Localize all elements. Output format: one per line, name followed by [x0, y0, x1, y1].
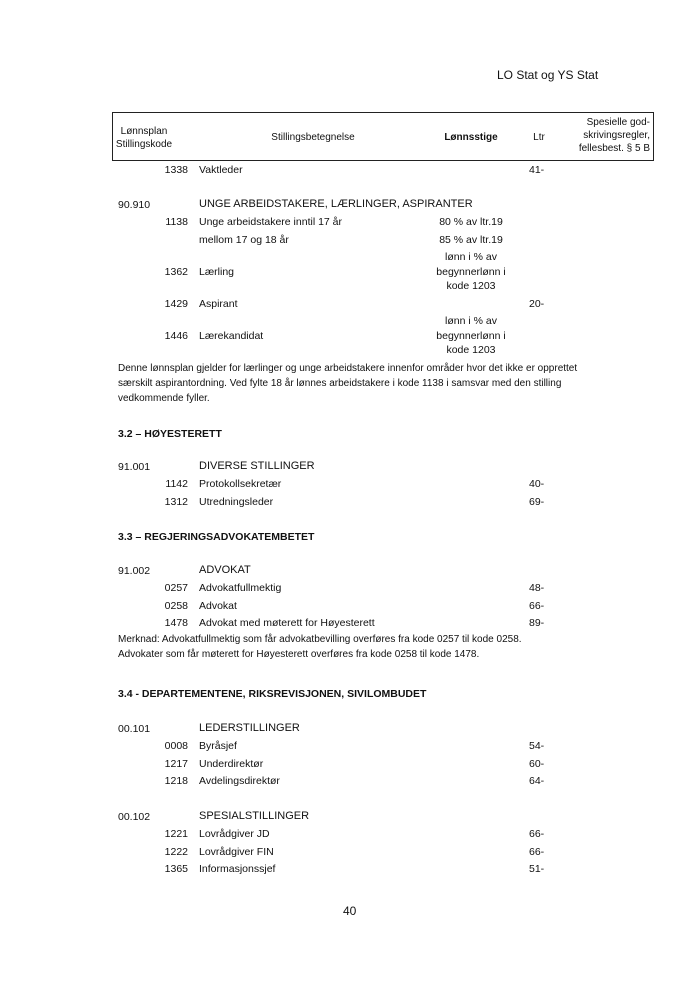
row-title: Vaktleder: [199, 164, 243, 176]
row-title: mellom 17 og 18 år: [199, 234, 289, 246]
row-ltr: 64-: [529, 775, 545, 787]
row-ltr: 20-: [529, 298, 545, 310]
row-code: 0257: [164, 582, 188, 594]
note-line: særskilt aspirantordning. Ved fylte 18 år lønnes arbeidstakere i kode 1138 i samsvar med den stilling: [118, 378, 562, 389]
row-code: 0008: [164, 740, 188, 752]
row-code: 1429: [164, 298, 188, 310]
col-header-spesielle-line1: Spesielle god-: [586, 117, 650, 128]
row-title: Advokat med møterett for Høyesterett: [199, 617, 375, 629]
note-paragraph: [118, 361, 577, 406]
row-title: Lærekandidat: [199, 330, 264, 342]
plan-number: 00.102: [118, 811, 151, 823]
note-line: Denne lønnsplan gjelder for lærlinger og unge arbeidstakere innenfor områder hvor det ikke er opprettet: [118, 363, 578, 374]
row-title: Advokatfullmektig: [199, 582, 282, 594]
plan-title: LEDERSTILLINGER: [199, 722, 300, 734]
section-heading: 3.4 - DEPARTEMENTENE, RIKSREVISJONEN, SIVILOMBUDET: [118, 688, 427, 700]
plan-title: UNGE ARBEIDSTAKERE, LÆRLINGER, ASPIRANTER: [199, 198, 473, 210]
row-lonnsstige: 80 % av ltr.19: [439, 216, 503, 228]
page-number: 40: [343, 904, 357, 918]
plan-title: DIVERSE STILLINGER: [199, 460, 315, 472]
row-code: 1217: [164, 758, 188, 770]
section-heading: 3.3 – REGJERINGSADVOKATEMBETET: [118, 531, 315, 543]
row-ltr: 66-: [529, 846, 545, 858]
note-paragraph: [118, 632, 522, 662]
row-title: Aspirant: [199, 298, 238, 310]
row-ltr: 41-: [529, 164, 545, 176]
col-header-lonnsstige: Lønnsstige: [444, 132, 498, 143]
row-ltr: 60-: [529, 758, 545, 770]
row-code: 1218: [164, 775, 188, 787]
row-ltr: 51-: [529, 863, 545, 875]
row-code: 1338: [164, 164, 188, 176]
row-title: Informasjonssjef: [199, 863, 276, 875]
row-title: Advokat: [199, 600, 237, 612]
row-code: 1142: [165, 478, 188, 490]
plan-number: 91.001: [118, 461, 151, 473]
row-code: 1362: [164, 266, 188, 278]
row-lonnsstige: begynnerlønn i: [436, 330, 506, 342]
col-header-lonnsplan-line2: Stillingskode: [115, 139, 173, 150]
row-lonnsstige: 85 % av ltr.19: [439, 234, 503, 246]
col-header-ltr: Ltr: [533, 132, 545, 143]
row-code: 1312: [164, 496, 188, 508]
plan-number: 90.910: [118, 199, 151, 211]
row-title: Underdirektør: [199, 758, 264, 770]
header-title: LO Stat og YS Stat: [497, 68, 599, 82]
row-title: Protokollsekretær: [199, 478, 282, 490]
row-title: Utredningsleder: [199, 496, 274, 508]
row-code: 1222: [164, 846, 188, 858]
plan-number: 00.101: [118, 723, 151, 735]
row-ltr: 89-: [529, 617, 545, 629]
row-ltr: 40-: [529, 478, 545, 490]
col-header-spesielle-line2: skrivingsregler,: [583, 130, 650, 141]
table-header-divider: [112, 160, 654, 161]
row-code: 1221: [164, 828, 188, 840]
plan-title: SPESIALSTILLINGER: [199, 810, 310, 822]
row-code: 1478: [164, 617, 188, 629]
col-header-spesielle-line3: fellesbest. § 5 B: [578, 143, 650, 154]
row-code: 1365: [164, 863, 188, 875]
section-heading: 3.2 – HØYESTERETT: [118, 428, 222, 440]
note-line: vedkommende fyller.: [118, 393, 210, 404]
row-title: Lovrådgiver FIN: [199, 846, 274, 858]
row-ltr: 69-: [529, 496, 545, 508]
row-lonnsstige: lønn i % av: [445, 315, 497, 327]
row-ltr: 66-: [529, 600, 545, 612]
row-ltr: 66-: [529, 828, 545, 840]
row-title: Lærling: [199, 266, 235, 278]
row-title: Lovrådgiver JD: [199, 828, 270, 840]
note-line: Merknad: Advokatfullmektig som får advokatbevilling overføres fra kode 0257 til kode 0258.: [118, 634, 522, 645]
row-lonnsstige: kode 1203: [446, 280, 496, 292]
row-lonnsstige: begynnerlønn i: [436, 266, 506, 278]
note-line: Advokater som får møterett for Høyesterett overføres fra kode 0258 til kode 1478.: [118, 649, 480, 660]
row-ltr: 54-: [529, 740, 545, 752]
col-header-lonnsplan: [108, 125, 180, 151]
row-ltr: 48-: [529, 582, 545, 594]
row-title: Avdelingsdirektør: [199, 775, 280, 787]
row-title: Byråsjef: [199, 740, 237, 752]
row-code: 1138: [165, 216, 188, 228]
row-lonnsstige: lønn i % av: [445, 251, 497, 263]
row-lonnsstige: kode 1203: [446, 344, 496, 356]
plan-title: ADVOKAT: [199, 564, 251, 576]
plan-number: 91.002: [118, 565, 151, 577]
row-title: Unge arbeidstakere inntil 17 år: [199, 216, 343, 228]
row-code: 0258: [164, 600, 188, 612]
row-code: 1446: [164, 330, 188, 342]
col-header-lonnsplan-line1: Lønnsplan: [120, 126, 168, 137]
col-header-stillingsbetegnelse: Stillingsbetegnelse: [271, 132, 355, 143]
col-header-spesielle: [560, 116, 650, 155]
